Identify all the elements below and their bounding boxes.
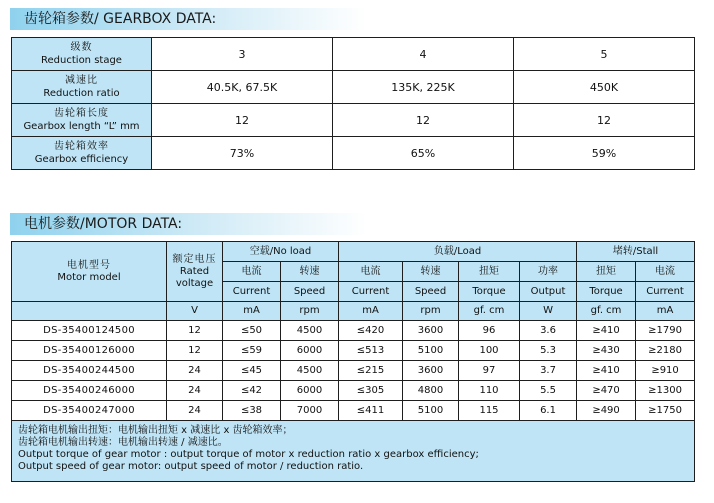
motor-cell-l-torque: 110: [459, 381, 520, 401]
gearbox-cell: 12: [333, 104, 514, 137]
unit-cell: rpm: [281, 302, 339, 321]
l-current-header-en: Current: [339, 282, 403, 302]
motor-cell-s-current: ≥1790: [636, 321, 695, 341]
gearbox-row: [12, 104, 695, 137]
gearbox-row: [12, 137, 695, 170]
motor-cell-l-output: 5.3: [520, 341, 577, 361]
motor-cell-nl-speed: 6000: [281, 381, 339, 401]
gearbox-row: [12, 71, 695, 104]
unit-cell: gf. cm: [459, 302, 520, 321]
motor-model-header-cn: 电机型号: [67, 259, 111, 271]
gearbox-row-label-cn: 级数: [70, 42, 93, 53]
motor-cell-nl-current: ≤42: [223, 381, 281, 401]
no-load-header: 空载/No load: [223, 242, 339, 262]
motor-cell-voltage: 24: [167, 361, 223, 381]
l-output-header-en: Output: [520, 282, 577, 302]
unit-cell: V: [167, 302, 223, 321]
l-speed-header-en: Speed: [403, 282, 459, 302]
gearbox-row-label: [12, 38, 152, 71]
motor-cell-nl-current: ≤59: [223, 341, 281, 361]
unit-cell: mA: [223, 302, 281, 321]
gearbox-row-label-en: Gearbox efficiency: [34, 154, 129, 165]
gearbox-cell: 5: [514, 38, 695, 71]
motor-cell-voltage: 24: [167, 401, 223, 421]
motor-cell-l-current: ≤420: [339, 321, 403, 341]
motor-cell-model: DS-35400244500: [12, 361, 167, 381]
gearbox-row-label-en: Reduction ratio: [43, 88, 120, 99]
gearbox-row-label: [12, 137, 152, 170]
gearbox-cell: 73%: [152, 137, 333, 170]
gearbox-cell: 4: [333, 38, 514, 71]
motor-cell-nl-speed: 4500: [281, 361, 339, 381]
motor-cell-s-torque: ≥410: [577, 321, 636, 341]
motor-cell-l-current: ≤411: [339, 401, 403, 421]
motor-cell-model: DS-35400126000: [12, 341, 167, 361]
l-torque-header-en: Torque: [459, 282, 520, 302]
motor-cell-l-speed: 5100: [403, 401, 459, 421]
l-current-header-cn: 电流: [339, 262, 403, 282]
s-current-header-en: Current: [636, 282, 695, 302]
gearbox-cell: 450K: [514, 71, 695, 104]
gearbox-row: [12, 38, 695, 71]
motor-cell-model: DS-35400246000: [12, 381, 167, 401]
unit-cell: mA: [339, 302, 403, 321]
motor-header-row-1: [12, 242, 695, 262]
motor-cell-l-output: 6.1: [520, 401, 577, 421]
motor-row: [12, 361, 695, 381]
motor-cell-s-torque: ≥410: [577, 361, 636, 381]
gearbox-row-label-en: Reduction stage: [41, 55, 122, 66]
motor-cell-l-output: 3.6: [520, 321, 577, 341]
gearbox-cell: 12: [152, 104, 333, 137]
units-model-blank: [12, 302, 167, 321]
s-torque-header-cn: 扭矩: [577, 262, 636, 282]
formula-note-line: Output torque of gear motor : output torque of motor x reduction ratio x gearbox efficiency;: [18, 449, 479, 460]
stall-header: 堵转/Stall: [577, 242, 695, 262]
l-torque-header-cn: 扭矩: [459, 262, 520, 282]
motor-cell-l-speed: 5100: [403, 341, 459, 361]
motor-cell-s-current: ≥2180: [636, 341, 695, 361]
gearbox-cell: 40.5K, 67.5K: [152, 71, 333, 104]
motor-section-title: 电机参数/MOTOR DATA:: [10, 213, 430, 235]
motor-cell-nl-current: ≤50: [223, 321, 281, 341]
gearbox-table: [11, 37, 695, 170]
formula-note-line: 齿轮箱电机输出扭矩：电机输出扭矩 x 减速比 x 齿轮箱效率；: [18, 425, 293, 436]
motor-cell-l-current: ≤215: [339, 361, 403, 381]
gearbox-cell: 59%: [514, 137, 695, 170]
motor-cell-l-current: ≤513: [339, 341, 403, 361]
motor-cell-l-speed: 3600: [403, 361, 459, 381]
motor-cell-l-torque: 96: [459, 321, 520, 341]
gearbox-row-label-cn: 齿轮箱长度: [54, 108, 109, 119]
gearbox-row-label-cn: 减速比: [65, 75, 98, 86]
motor-table: [11, 241, 695, 482]
motor-cell-nl-speed: 6000: [281, 341, 339, 361]
gearbox-cell: 3: [152, 38, 333, 71]
motor-cell-s-torque: ≥430: [577, 341, 636, 361]
motor-cell-nl-current: ≤38: [223, 401, 281, 421]
rated-voltage-header-cn: 额定电压: [172, 253, 217, 265]
motor-cell-s-torque: ≥470: [577, 381, 636, 401]
formula-notes: [12, 421, 695, 482]
nl-current-header-cn: 电流: [223, 262, 281, 282]
motor-cell-nl-speed: 7000: [281, 401, 339, 421]
motor-cell-voltage: 12: [167, 341, 223, 361]
motor-row: [12, 401, 695, 421]
unit-cell: rpm: [403, 302, 459, 321]
motor-row: [12, 321, 695, 341]
motor-cell-l-output: 3.7: [520, 361, 577, 381]
rated-voltage-header-en: Rated voltage: [175, 265, 214, 289]
motor-row: [12, 381, 695, 401]
load-header: 负载/Load: [339, 242, 577, 262]
s-torque-header-en: Torque: [577, 282, 636, 302]
motor-cell-l-speed: 3600: [403, 321, 459, 341]
motor-cell-l-speed: 4800: [403, 381, 459, 401]
motor-cell-voltage: 24: [167, 381, 223, 401]
motor-model-header: [12, 242, 167, 302]
motor-cell-voltage: 12: [167, 321, 223, 341]
motor-cell-s-current: ≥1300: [636, 381, 695, 401]
gearbox-cell: 135K, 225K: [333, 71, 514, 104]
motor-cell-nl-speed: 4500: [281, 321, 339, 341]
unit-cell: W: [520, 302, 577, 321]
gearbox-row-label-cn: 齿轮箱效率: [54, 141, 109, 152]
formula-notes-row: [12, 421, 695, 482]
motor-cell-l-output: 5.5: [520, 381, 577, 401]
gearbox-row-label-en: Gearbox length “L” mm: [23, 121, 140, 132]
motor-model-header-en: Motor model: [57, 271, 121, 283]
l-output-header-cn: 功率: [520, 262, 577, 282]
gearbox-cell: 65%: [333, 137, 514, 170]
motor-cell-l-torque: 97: [459, 361, 520, 381]
motor-cell-l-torque: 115: [459, 401, 520, 421]
motor-cell-l-torque: 100: [459, 341, 520, 361]
unit-cell: gf. cm: [577, 302, 636, 321]
motor-cell-model: DS-35400124500: [12, 321, 167, 341]
rated-voltage-header: [167, 242, 223, 302]
motor-cell-l-current: ≤305: [339, 381, 403, 401]
nl-speed-header-cn: 转速: [281, 262, 339, 282]
formula-note-line: Output speed of gear motor: output speed of motor / reduction ratio.: [18, 461, 364, 472]
motor-cell-model: DS-35400247000: [12, 401, 167, 421]
formula-note-line: 齿轮箱电机输出转速：电机输出转速 / 减速比。: [18, 437, 228, 448]
gearbox-cell: 12: [514, 104, 695, 137]
s-current-header-cn: 电流: [636, 262, 695, 282]
motor-row: [12, 341, 695, 361]
motor-cell-s-current: ≥910: [636, 361, 695, 381]
l-speed-header-cn: 转速: [403, 262, 459, 282]
motor-units-row: [12, 302, 695, 321]
nl-speed-header-en: Speed: [281, 282, 339, 302]
nl-current-header-en: Current: [223, 282, 281, 302]
gearbox-row-label: [12, 104, 152, 137]
gearbox-section-title: 齿轮箱参数/ GEARBOX DATA:: [10, 8, 430, 30]
unit-cell: mA: [636, 302, 695, 321]
gearbox-row-label: [12, 71, 152, 104]
motor-cell-s-torque: ≥490: [577, 401, 636, 421]
motor-cell-s-current: ≥1750: [636, 401, 695, 421]
motor-cell-nl-current: ≤45: [223, 361, 281, 381]
